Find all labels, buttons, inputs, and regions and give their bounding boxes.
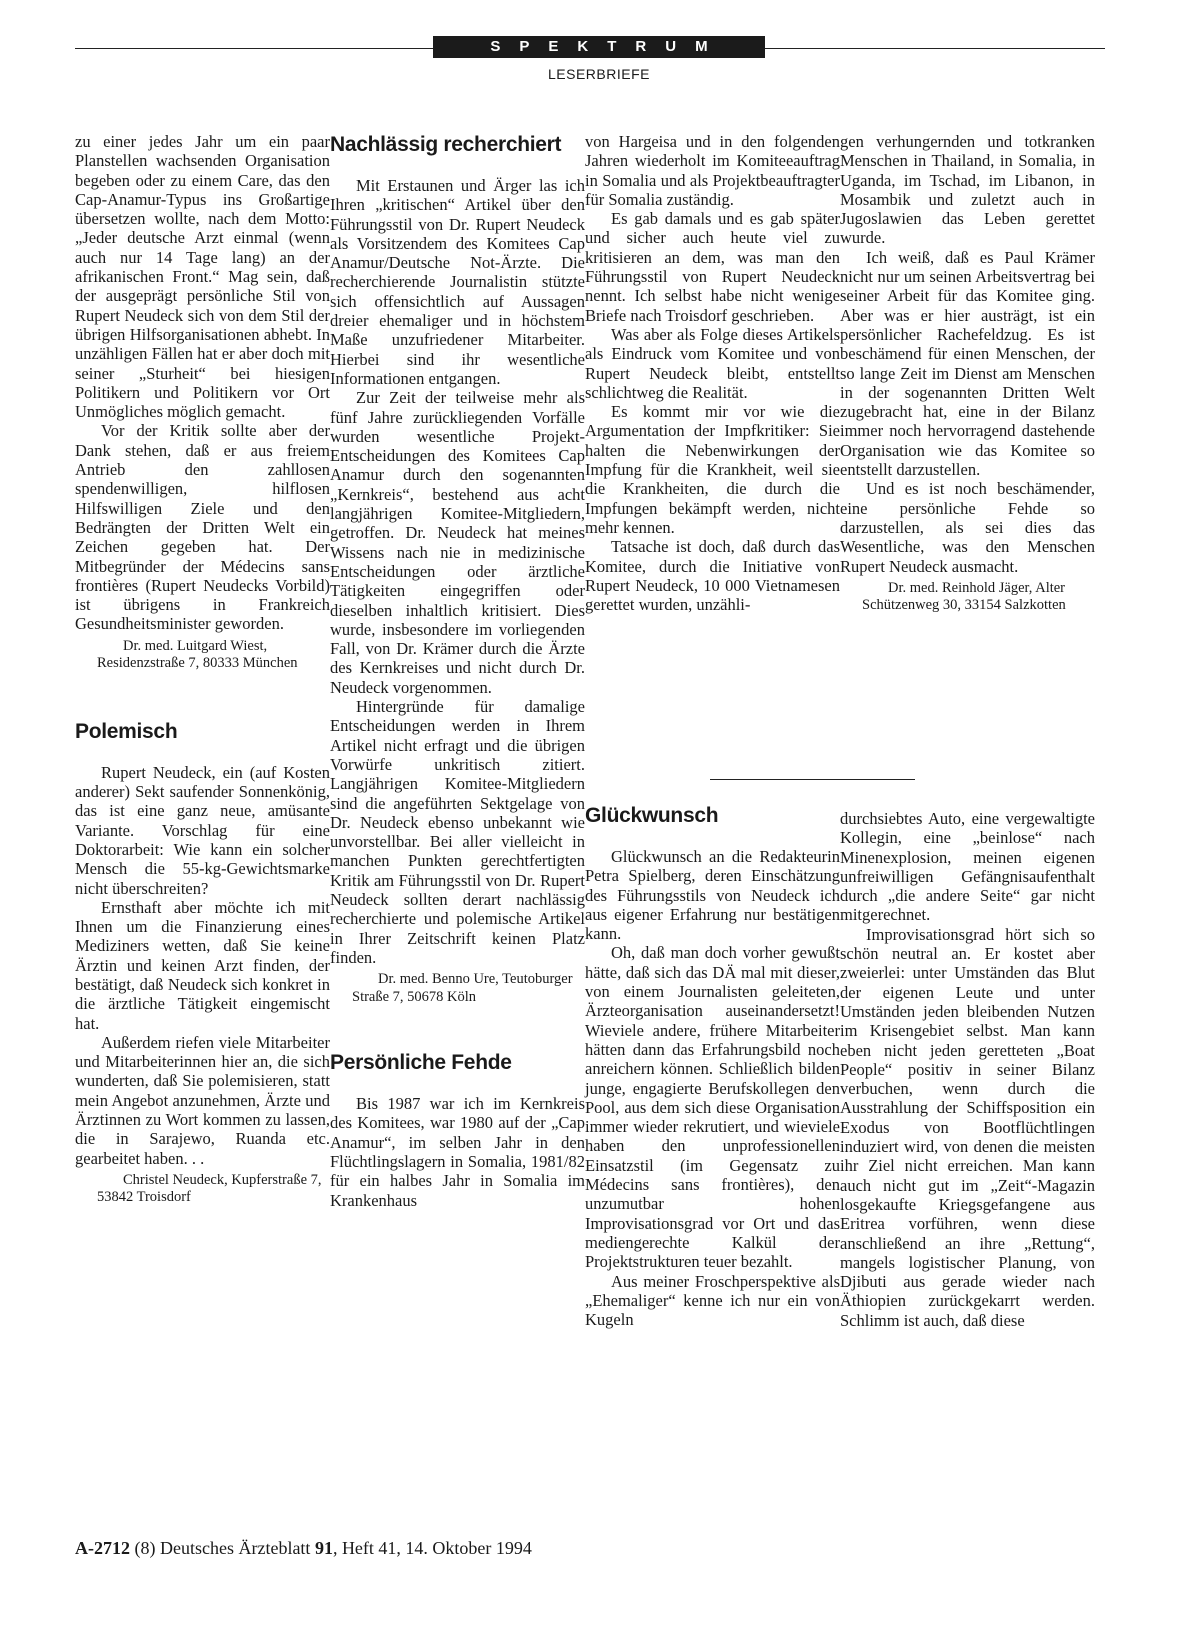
paragraph: Oh, daß man doch vorher gewußt hätte, daß sich das DÄ mal mit dieser, von einem Journalisten geleiteten, Ärzteorganisation auseinandersetzt! Wieviele andere, frühere Mitarbeiter hätten dann das Erfahrungsbild noch anreichern können. Schließlich bilden junge, engagierte Berufskollegen den Pool, aus dem sich diese Organisation immer wieder rekrutiert, und wieviele haben den unprofessionellen Einsatzstil (im Gegensatz zu Médecins sans frontières), den unzumutbar hohen Improvisationsgrad vor Ort und das mediengerechte Kalkül der Projektstrukturen teuer bezahlt. bbox=[585, 943, 840, 1272]
column-2 bbox=[330, 132, 585, 1210]
letter-signature: Christel Neudeck, Kupferstraße 7, 53842 Troisdorf bbox=[97, 1171, 322, 1206]
section-label: LESERBRIEFE bbox=[548, 66, 650, 82]
section-banner: SPEKTRUM bbox=[433, 36, 765, 58]
heading-persoenliche-fehde: Persönliche Fehde bbox=[330, 1051, 512, 1075]
letter-signature: Dr. med. Reinhold Jäger, Alter Schützenweg 30, 33154 Salzkotten bbox=[862, 579, 1066, 614]
column-4-top bbox=[840, 132, 1095, 615]
column-1 bbox=[75, 132, 330, 1207]
paragraph: Improvisationsgrad hört sich so schön neutral an. Er kostet aber zweierlei: unter Umständen das Blut der eigenen Leute und unter Umständen jeden bleibenden Nutzen im Krisengebiet selbst. Man kann eben nicht jeden geretteten „Boat People“ positiv in seiner Bilanz verbuchen, wenn durch die Ausstrahlung der Schiffsposition ein Exodus von Bootflüchtlingen induziert wird, von denen die meisten ihr Ziel nicht erreichen. Man kann auch nicht gut im „Zeit“-Magazin losgekaufte Kriegsgefangene aus Eritrea vorführen, wenn diese anschließend an ihre „Rettung“, mangels logistischer Planung, von Djibuti aus gerade wieder nach Äthiopien zurückgekarrt werden. Schlimm ist auch, daß diese bbox=[840, 924, 1095, 1330]
separator-rule bbox=[710, 779, 915, 780]
paragraph: Zur Zeit der teilweise mehr als fünf Jahre zurückliegenden Vorfälle wurden wesentliche Projekt-Entscheidungen des Komitees Cap Anamur durch den sogenannten „Kernkreis“, bestehend aus acht langjährigen Komitee-Mitgliedern, getroffen. Dr. Neudeck hat meines Wissens nach nie in medizinische Entscheidungen oder ärztliche Tätigkeiten eingegriffen oder dieselben inhaltlich kritisiert. Dies wurde, insbesondere im vorliegenden Fall, von Dr. Krämer durch die Ärzte des Kernkreises und nicht durch Dr. Neudeck vorgenommen. bbox=[330, 388, 585, 697]
paragraph: Glückwunsch an die Redakteurin Petra Spielberg, deren Einschätzung des Führungsstils von Neudeck ich aus eigener Erfahrung nur bestätigen kann. bbox=[585, 847, 840, 944]
paragraph: Tatsache ist doch, daß durch das Komitee, durch die Initiative von Rupert Neudeck, 10 000 Vietnamesen gerettet wurden, unzähli- bbox=[585, 537, 840, 615]
paragraph: Es kommt mir vor wie die Argumentation der Impfkritiker: Sie halten die Nebenwirkungen der Impfung für die Krankheit, weil sie die Krankheiten, die durch die Impfungen bekämpft werden, nicht mehr kennen. bbox=[585, 402, 840, 537]
volume-number: 91 bbox=[314, 1538, 333, 1558]
heading-glueckwunsch: Glückwunsch bbox=[585, 804, 719, 827]
page-footer bbox=[75, 1538, 532, 1559]
letter-signature: Dr. med. Benno Ure, Teutoburger Straße 7, 50678 Köln bbox=[352, 971, 573, 1005]
paragraph: Mit Erstaunen und Ärger las ich Ihren „kritischen“ Artikel über den Führungsstil von Dr. Rupert Neudeck als Vorsitzendem des Komitees Cap Anamur/Deutsche Not-Ärzte. Die recherchierende Journalistin stützte sich offensichtlich auf Aussagen dreier ehemaliger und in höchstem Maße unzufriedener Mitarbeiter. Hierbei sind ihr wesentliche Informationen entgangen. bbox=[330, 176, 585, 388]
paragraph: Vor der Kritik sollte aber der Dank stehen, daß er aus freiem Antrieb den zahllosen spendenwilligen, hilflosen Hilfswilligen Ziele und den Bedrängten der Dritten Welt ein Zeichen gegeben hat. Der Mitbegründer der Médecins sans frontières (Rupert Neudecks Vorbild) ist übrigens in Frankreich Gesundheitsminister geworden. bbox=[75, 421, 330, 634]
letter-signature: Dr. med. Luitgard Wiest, Residenzstraße 7, 80333 München bbox=[97, 637, 298, 672]
paragraph: Und es ist noch beschämender, eine persönliche Fehde so darzustellen, als sei dies das Wesentliche, was den Menschen Rupert Neudeck ausmacht. bbox=[840, 479, 1095, 576]
paragraph: Was aber als Folge dieses Artikels als Eindruck vom Komitee und von Rupert Neudeck bleibt, entstellt schlichtweg die Realität. bbox=[585, 324, 840, 402]
paragraph: Bis 1987 war ich im Kernkreis des Komitees, war 1980 auf der „Cap Anamur“, im selben Jahr in den Flüchtlingslagern in Somalia, 1981/82 für ein halbes Jahr in Somalia im Krankenhaus bbox=[330, 1094, 585, 1210]
column-4-bottom bbox=[840, 809, 1095, 1330]
paragraph: Ernsthaft aber möchte ich mit Ihnen um die Finanzierung eines Mediziners wetten, daß Sie keine Ärztin und keinen Arzt finden, der bestätigt, daß Neudeck sich konkret in die ärztliche Tätigkeit eingemischt hat. bbox=[75, 897, 330, 1033]
column-3-top bbox=[585, 132, 840, 614]
heading-polemisch: Polemisch bbox=[75, 719, 178, 743]
publication: (8) Deutsches Ärzteblatt bbox=[134, 1538, 311, 1558]
paragraph: Außerdem riefen viele Mitarbeiter und Mitarbeiterinnen hier an, die sich wunderten, daß Sie polemisieren, statt mein Angebot anzunehmen, Ärzte und Ärztinnen zu Wort kommen zu lassen, die in Sarajewo, Ruanda etc. gearbeitet haben. . . bbox=[75, 1032, 330, 1168]
heading-nachlaessig: Nachlässig recherchiert bbox=[330, 133, 562, 156]
letter-continuation: zu einer jedes Jahr um ein paar Planstellen wachsenden Organisation begeben oder zu einem Care, das den Cap-Anamur-Typus ins Großartige übersetzen wollte, nach dem Motto: „Jeder deutsche Arzt einmal (wenn auch nur 14 Tage lang) an der afrikanischen Front.“ Mag sein, daß der ausgeprägt persönliche Stil von Rupert Neudeck sich von dem Stil der übrigen Hilfsorganisationen abhebt. In unzähligen Fällen hat er aber doch mit seiner „Sturheit“ bei hiesigen Politikern und Politikern vor Ort Unmögliches möglich gemacht. bbox=[75, 132, 330, 422]
letter-continuation: von Hargeisa und in den folgenden Jahren wiederholt im Komiteeauftrag in Somalia und als Projektbeauftragter für Somalia zuständig. bbox=[585, 132, 840, 209]
paragraph: Aus meiner Froschperspektive als „Ehemaliger“ kenne ich nur ein von Kugeln bbox=[585, 1271, 840, 1330]
header-rule-left bbox=[75, 48, 433, 49]
page-number: A-2712 bbox=[75, 1538, 130, 1558]
letter-continuation: durchsiebtes Auto, eine vergewaltigte Kollegin, eine „beinlose“ nach Minenexplosion, meinen eigenen unfreiwilligen Gefängnisaufenthalt durch „die andere Seite“ gar nicht mitgerechnet. bbox=[840, 809, 1095, 925]
paragraph: Ich weiß, daß es Paul Krämer nicht nur um seinen Arbeitsvertrag bei seiner Arbeit für das Komitee ging. Aber was er hier austrägt, ist ein persönlicher Rachefeldzug. Es ist beschämend für einen Menschen, der so lange Zeit im Dienst am Menschen in der sogenannten Dritten Welt zugebracht hat, eine in der Bilanz immer noch hervorragend dastehende Organisation wie das Komitee so entstellt darzustellen. bbox=[840, 247, 1095, 480]
column-3-bottom bbox=[585, 803, 840, 1329]
paragraph: Hintergründe für damalige Entscheidungen werden in Ihrem Artikel nicht erfragt und die übrigen Vorwürfe unkritisch zitiert. Langjährigen Komitee-Mitgliedern sind die angeführten Sektgelage von Dr. Neudeck ebenso unbekannt wie unvorstellbar. Bei aller vielleicht in manchen Punkten gerechtfertigten Kritik am Führungsstil von Dr. Rupert Neudeck sollten derart nachlässig recherchierte und polemische Artikel in Ihrer Zeitschrift keinen Platz finden. bbox=[330, 697, 585, 967]
paragraph: Rupert Neudeck, ein (auf Kosten anderer) Sekt saufender Sonnenkönig, das ist eine ganz neue, amüsante Variante. Vorschlag für eine Doktorarbeit: Wie kann ein solcher Mensch die 55-kg-Gewichtsmarke nicht überschreiten? bbox=[75, 762, 330, 898]
letter-continuation: gen verhungernden und totkranken Menschen in Thailand, in Somalia, in Uganda, im Tschad, im Libanon, in Mosambik und zuletzt auch in Jugoslawien das Leben gerettet wurde. bbox=[840, 132, 1095, 248]
paragraph: Es gab damals und es gab später und sicher auch heute viel zu kritisieren an dem, was man den Führungsstil von Rupert Neudeck nennt. Ich selbst habe nicht wenige Briefe nach Troisdorf geschrieben. bbox=[585, 209, 840, 325]
header-rule-right bbox=[765, 48, 1105, 49]
issue-date: , Heft 41, 14. Oktober 1994 bbox=[332, 1538, 532, 1558]
